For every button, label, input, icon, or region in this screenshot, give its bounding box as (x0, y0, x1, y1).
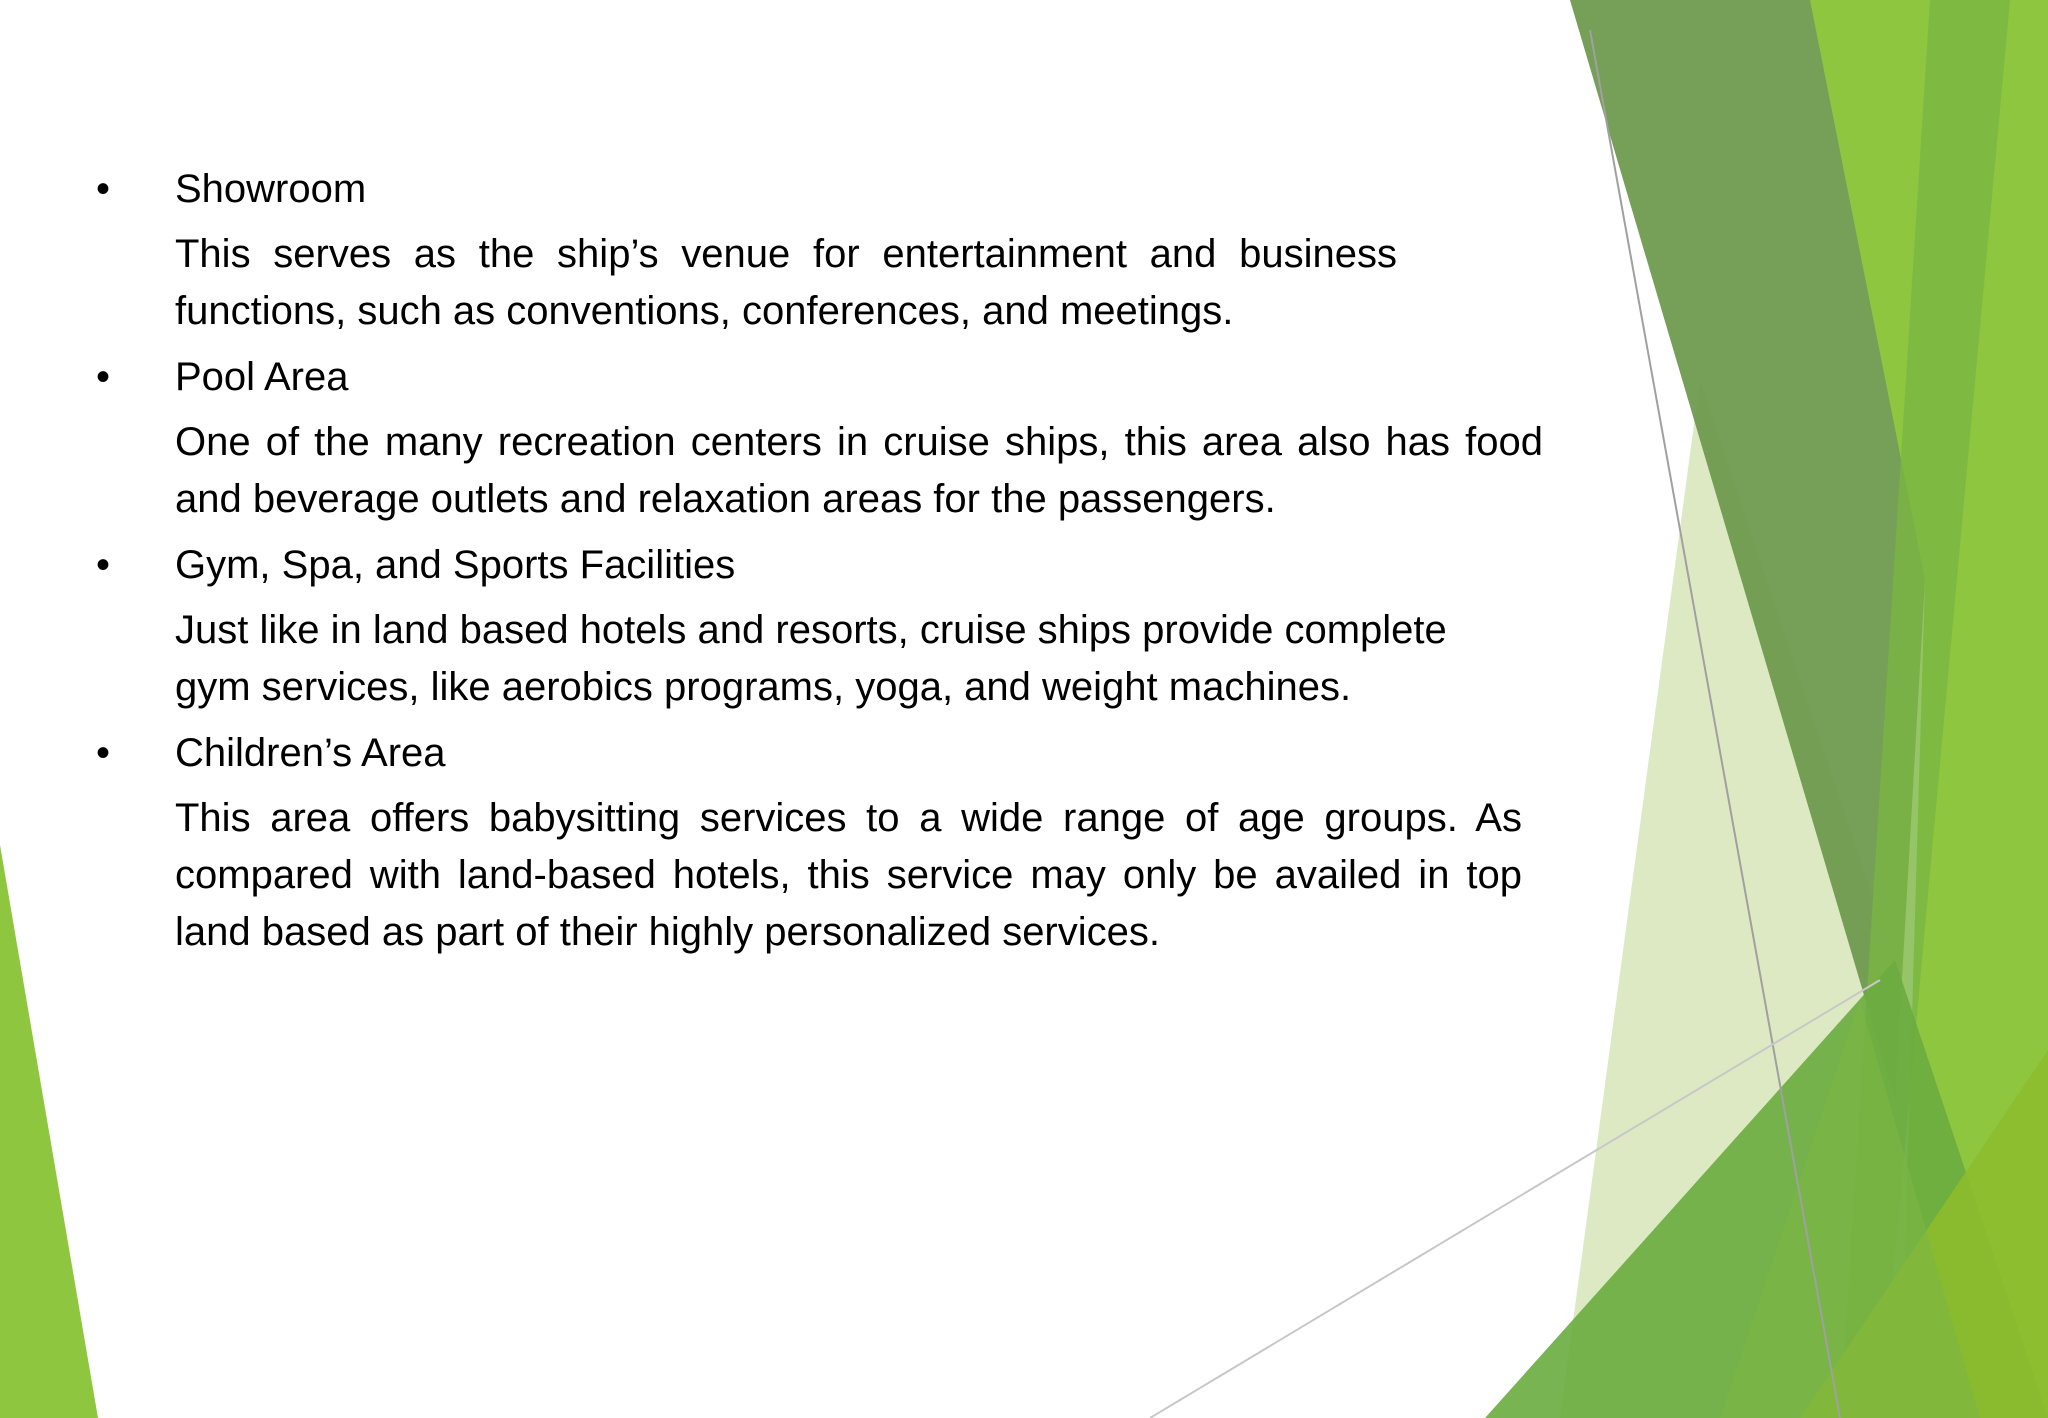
bullet-icon: • (96, 543, 111, 587)
list-item-showroom (96, 160, 1536, 340)
bullet-icon: • (96, 355, 111, 399)
item-heading-row (96, 724, 1536, 782)
list-item-childrens-area (96, 724, 1536, 961)
bullet-list (96, 160, 1543, 969)
list-item-gym-spa (96, 536, 1536, 716)
item-heading: Children’s Area (175, 731, 446, 775)
item-description: One of the many recreation centers in cruise ships, this area also has food and beverage outlets and relaxation areas for the passengers. (175, 420, 1543, 521)
item-heading: Gym, Spa, and Sports Facilities (175, 543, 736, 587)
list-item-pool-area (96, 348, 1543, 528)
item-description-line: gym services, like aerobics programs, yoga, and weight machines. (175, 665, 1352, 709)
item-heading: Showroom (175, 167, 367, 211)
item-heading-row (96, 536, 1536, 594)
bullet-icon: • (96, 167, 111, 211)
item-heading-row (96, 348, 1536, 406)
item-heading-row (96, 160, 1536, 218)
item-description-line: Just like in land based hotels and resorts, cruise ships provide complete (175, 608, 1447, 652)
item-description: This serves as the ship’s venue for entertainment and business functions, such as conventions, conferences, and meetings. (175, 232, 1397, 333)
bullet-icon: • (96, 731, 111, 775)
left-green-shape (0, 845, 98, 1418)
item-description (175, 602, 1511, 716)
item-heading: Pool Area (175, 355, 349, 399)
item-description: This area offers babysitting services to a wide range of age groups. As compared with land-based hotels, this service may only be availed in top land based as part of their highly personalized services. (175, 796, 1522, 954)
